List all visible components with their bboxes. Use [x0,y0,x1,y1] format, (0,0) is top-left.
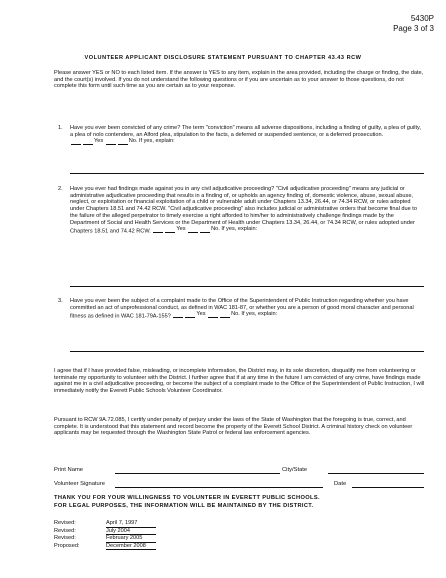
city-state-label: City/State [282,467,308,473]
form-heading: VOLUNTEER APPLICANT DISCLOSURE STATEMENT PURSUANT TO CHAPTER 43.43 RCW [84,55,362,61]
question-3-no-label: No. [231,311,240,318]
revision-date: February 2005 [106,535,156,543]
page-number: Page 3 of 3 [393,24,434,33]
question-3-no-blank[interactable] [208,312,218,318]
question-3 [70,298,424,321]
question-1-text: Have you ever been convicted of any crime? The term "conviction" means all adverse dispositions, including a finding of guilty, a plea of guilty, a plea of nolo contendere, an Alford plea, stipulation to the facts, a deferred or suspended sentence, or a deferred prosecution. [70,125,421,138]
revision-date: April 7, 1997 [106,520,156,528]
instructions-paragraph: Please answer YES or NO to each listed item. If the answer is YES to any item, explain in the area provided, including the charge or finding, the date, and the court(s) involved. If you do not understand the following questions or if you are uncertain as to your answer to those questions, do not complete this form until such time as you are certain as to your response. [54,70,424,90]
question-2-yes-blank-2[interactable] [165,227,175,233]
question-2-yes-label: Yes [176,226,186,233]
revision-row [54,520,156,528]
question-1-explain-line[interactable] [70,173,424,174]
question-3-yes-blank[interactable] [173,312,183,318]
question-2-answer-row [152,226,257,233]
revision-label: Revised: [54,520,76,526]
date-line[interactable] [352,487,424,488]
date-label: Date [334,481,347,487]
volunteer-signature-label: Volunteer Signature [54,481,105,487]
question-1-no-blank[interactable] [106,139,116,145]
revision-row [54,543,156,551]
question-3-no-blank-2[interactable] [220,312,230,318]
question-2-explain-line[interactable] [70,286,424,287]
question-3-yes-label: Yes [196,311,206,318]
question-2-no-blank[interactable] [188,227,198,233]
city-state-line[interactable] [328,473,424,474]
revision-label: Revised: [54,527,76,534]
question-3-yes-blank-2[interactable] [185,312,195,318]
question-2-no-label: No. [211,226,220,233]
thanks-line-2: FOR LEGAL PURPOSES, THE INFORMATION WILL BE MAINTAINED BY THE DISTRICT. [54,502,314,509]
revision-date: December 2008 [106,543,156,551]
revision-date: July 2004 [106,528,156,536]
question-1-number: 1. [58,125,63,131]
question-1-yes-blank[interactable] [71,139,81,145]
question-1-explain-label: If yes, explain: [138,138,175,145]
question-2-number: 2. [58,186,63,192]
question-3-text: Have you ever been the subject of a complaint made to the Office of the Superintendent of Public Instruction regarding whether you have committed an act of unprofessional conduct, as defined in WAC 181-87, or whether you are a person of good moral character and personal fitness as defined in WAC 181-79A-155? [70,298,414,321]
thanks-block [54,495,426,510]
question-3-explain-line[interactable] [70,351,424,352]
print-name-line[interactable] [115,473,280,474]
question-2-explain-label: If yes, explain: [221,226,258,233]
revision-label: Revised: [54,535,76,542]
question-2-text: Have you ever had findings made against you in any civil adjudicative proceeding? "Civil adjudicative proceeding" means any judicial or administrative adjudicative proceeding that results in a finding of, or upholds an agency finding of, domestic violence, abuse, sexual abuse, neglect, or exploitation or financial exploitation of a child or vulnerable adult under Chapters 13.34, 26.44, or 74.34 RCW, or rules adopted under Chapters 18.51 and 74.42 RCW. "Civil adjudicative proceeding" also includes judicial or administrative orders that become final due to the failure of the alleged perpetrator to timely exercise a right afforded to him/her to administratively challenge findings made by the Department of Social and Health Services or the Department of Health under Chapters 13.34, 26.44, or 74.34 RCW, or rules adopted under Chapters 18.51 and 74.42 RCW. [70,186,417,235]
question-1-yes-blank-2[interactable] [83,139,93,145]
revision-label: Proposed: [54,542,80,549]
thanks-line-1: THANK YOU FOR YOUR WILLINGNESS TO VOLUNTEER IN EVERETT PUBLIC SCHOOLS. [54,495,320,501]
question-3-answer-row [172,311,277,318]
revision-row [54,535,156,543]
question-1-no-label: No. [128,138,138,145]
certification-paragraph: Pursuant to RCW 9A.72.085, I certify under penalty of perjury under the laws of the State of Washington that the foregoing is true, correct, and complete. It is understood that this statement and record become the property of the Everett School District. A criminal history check on volunteer applicants may be requested through the Washington State Patrol or federal law enforcement agencies. [54,417,413,437]
volunteer-signature-line[interactable] [115,487,323,488]
question-1-yes-label: Yes [94,138,104,145]
revision-history [54,520,156,550]
form-number: 5430P [410,14,434,23]
question-2 [70,186,424,236]
print-name-label: Print Name [54,467,83,473]
question-3-explain-label: If yes, explain: [241,311,278,318]
question-1-answer-row [70,138,175,145]
form-number-block [393,14,434,34]
question-3-number: 3. [58,298,63,304]
question-2-yes-blank[interactable] [153,227,163,233]
question-1-no-blank-2[interactable] [118,139,128,145]
revision-row [54,528,156,536]
question-1 [70,125,424,148]
agreement-paragraph: I agree that if I have provided false, misleading, or incomplete information, the District may, in its sole discretion, disqualify me from volunteering or terminate my opportunity to volunteer with the District. I further agree that if at any time in the future I am convicted of any crime, have findings made against me in a civil adjudicative proceeding, or become the subject of a complaint made to the Office of the Superintendent of Public Instruction, I will immediately notify the Everett Public Schools Volunteer Coordinator. [54,368,425,394]
question-2-no-blank-2[interactable] [200,227,210,233]
